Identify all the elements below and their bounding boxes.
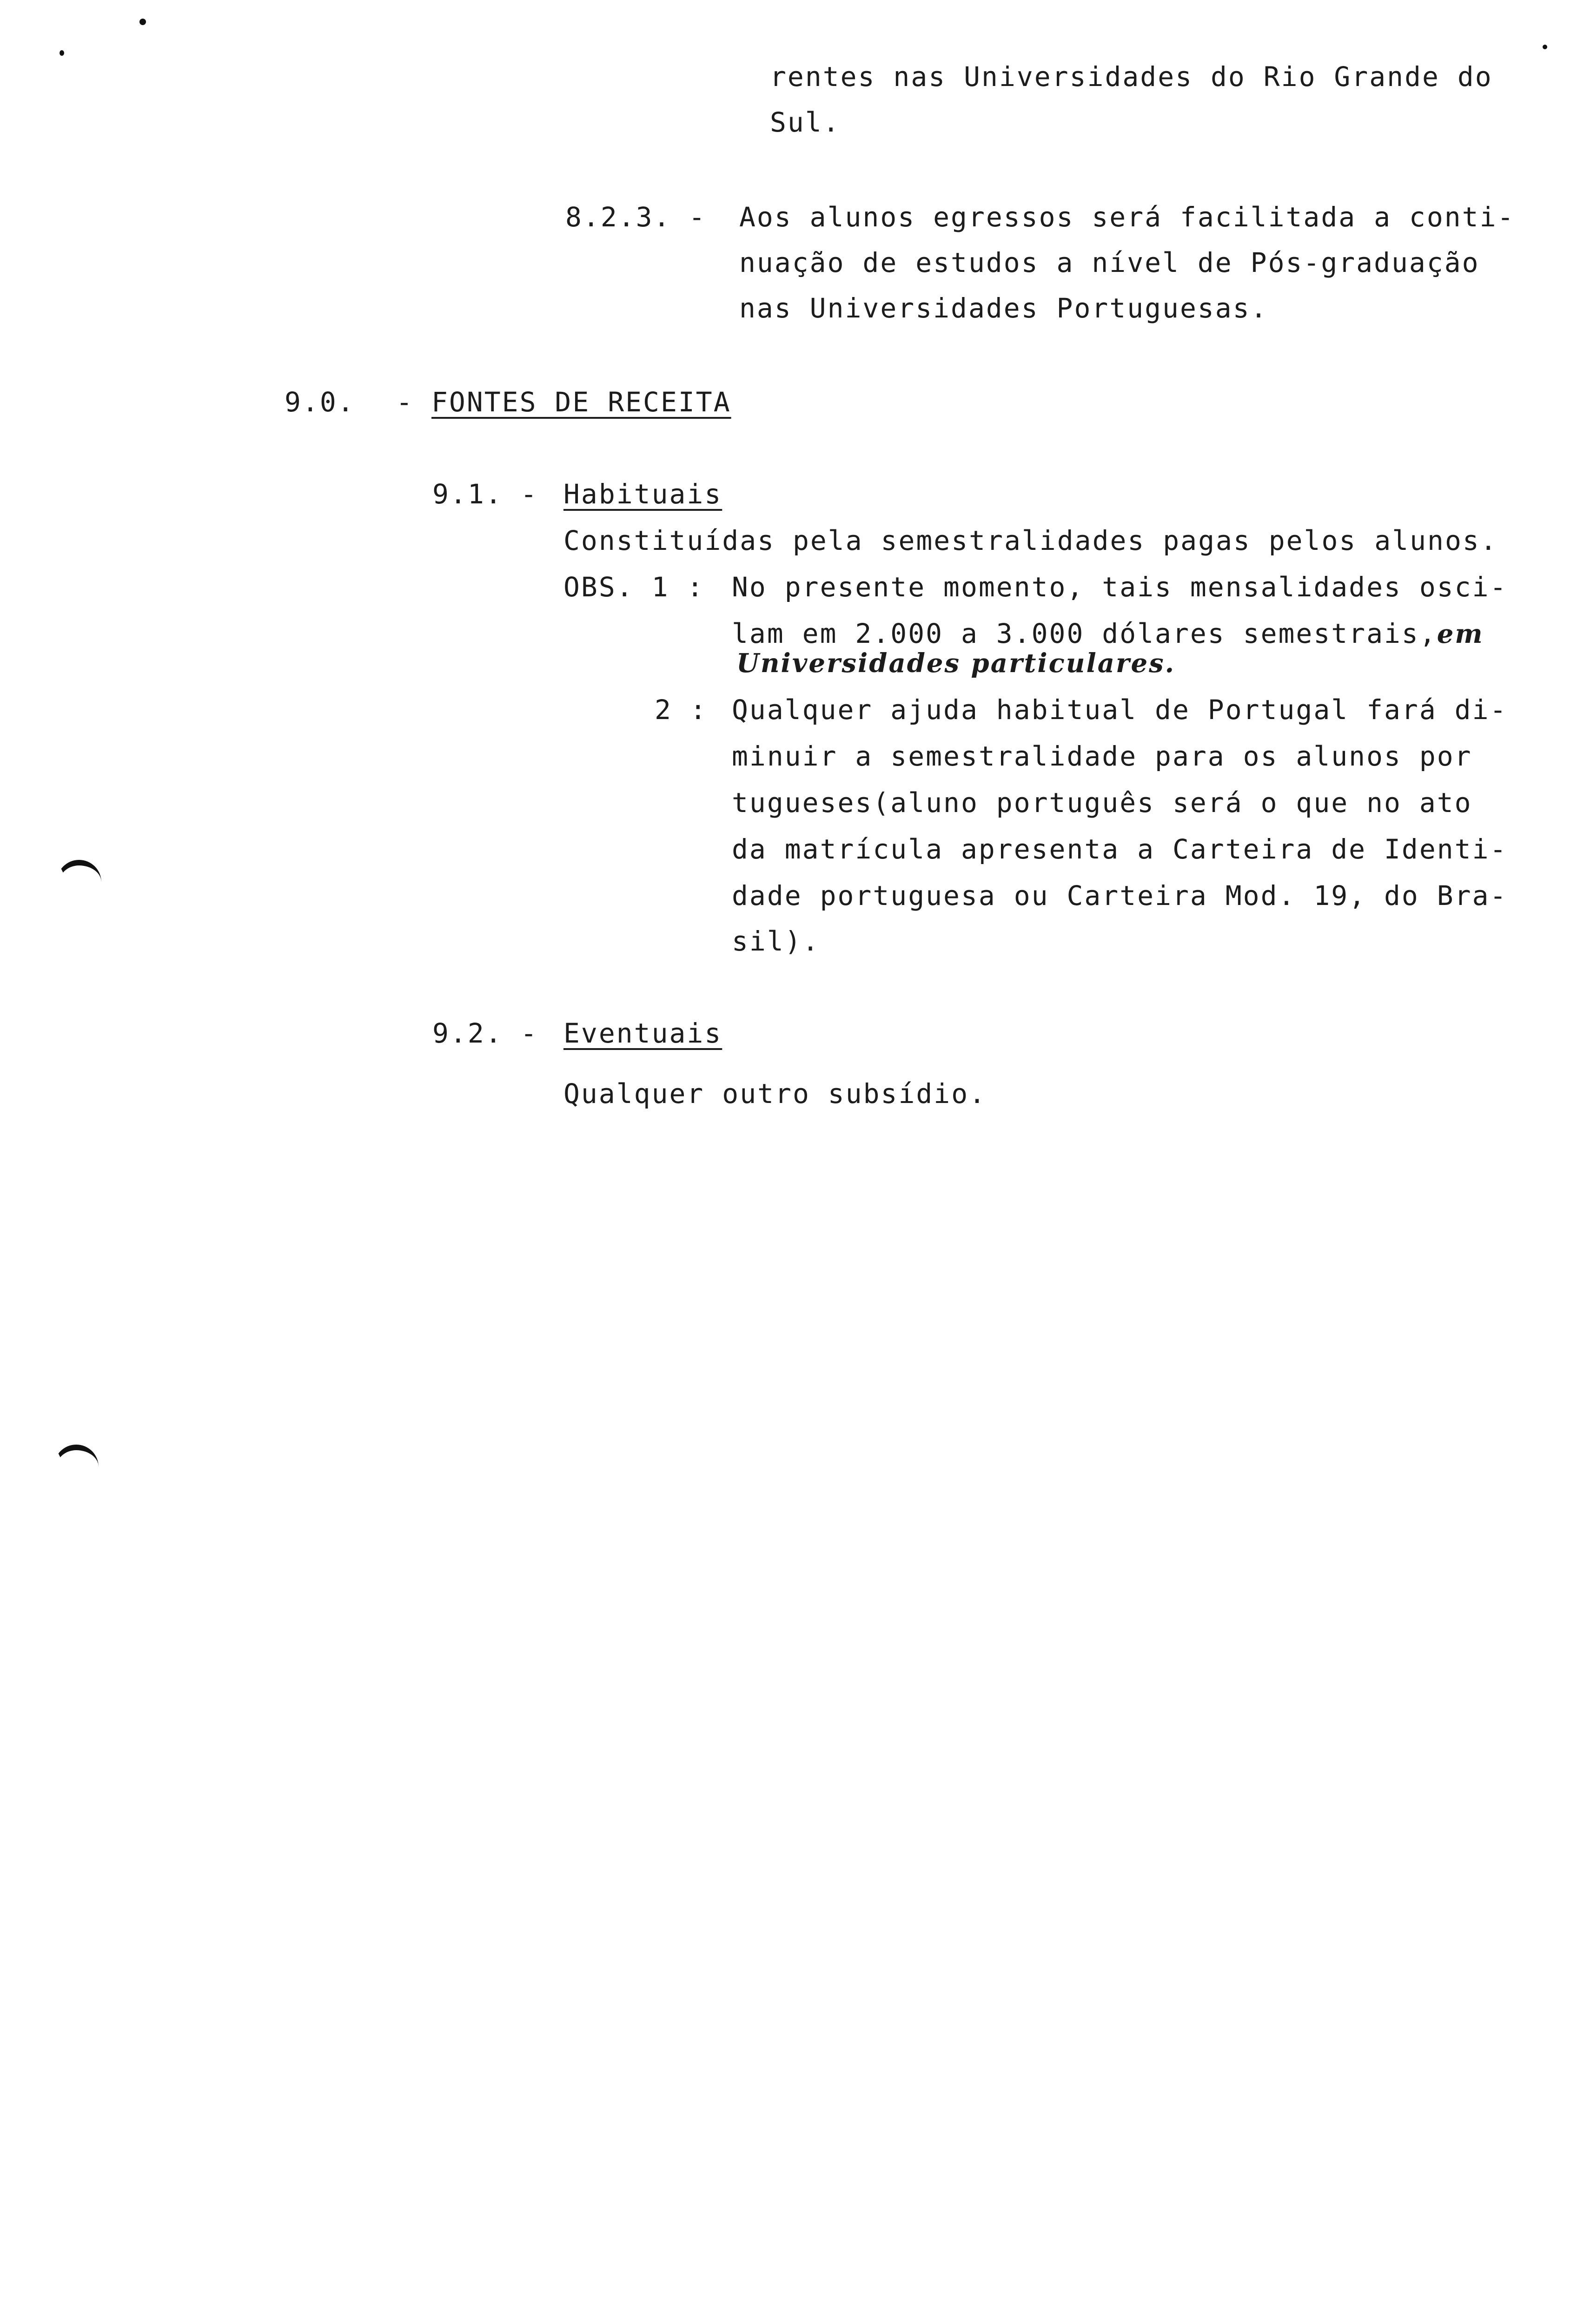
handwritten-line: Universidades particulares. xyxy=(736,648,1176,679)
paragraph-line: minuir a semestralidade para os alunos por xyxy=(732,740,1472,772)
paragraph-line: No presente momento, tais mensalidades osci- xyxy=(732,571,1508,603)
paragraph-line: rentes nas Universidades do Rio Grande do xyxy=(770,61,1493,92)
section-number: 9.0. xyxy=(285,386,355,418)
paragraph-line: Qualquer outro subsídio. xyxy=(563,1078,987,1109)
paragraph-line: nas Universidades Portuguesas. xyxy=(739,292,1268,324)
paragraph-line: nuação de estudos a nível de Pós-graduação xyxy=(739,247,1480,278)
punch-hole-mark xyxy=(54,1445,99,1472)
paragraph-line: Qualquer ajuda habitual de Portugal fará di- xyxy=(732,694,1508,726)
paragraph-line: Constituídas pela semestralidades pagas pelos alunos. xyxy=(563,525,1498,556)
paragraph-line: Aos alunos egressos será facilitada a conti- xyxy=(739,201,1515,233)
subsection-title: Eventuais xyxy=(563,1017,722,1049)
paragraph-line: da matrícula apresenta a Carteira de Identi- xyxy=(732,833,1508,865)
paragraph-line xyxy=(732,617,1484,650)
scan-speck xyxy=(139,19,146,25)
scan-speck xyxy=(1543,45,1547,49)
typed-text: lam em 2.000 a 3.000 dólares semestrais, xyxy=(732,618,1437,649)
subsection-title: Habituais xyxy=(563,478,722,510)
obs-label: 2 : xyxy=(655,694,708,726)
obs-label: OBS. 1 : xyxy=(563,571,705,603)
scan-speck xyxy=(60,50,64,56)
paragraph-line: Sul. xyxy=(770,106,841,138)
paragraph-line: sil). xyxy=(732,925,820,957)
section-title: FONTES DE RECEITA xyxy=(431,386,731,418)
punch-hole-mark xyxy=(57,860,101,887)
subsection-number: 9.1. - xyxy=(432,478,538,510)
section-dash: - xyxy=(396,386,414,418)
handwritten-text: em xyxy=(1437,619,1484,649)
paragraph-line: tugueses(aluno português será o que no ato xyxy=(732,787,1472,819)
paragraph-line: dade portuguesa ou Carteira Mod. 19, do Bra- xyxy=(732,880,1508,911)
subsection-number: 9.2. - xyxy=(432,1017,538,1049)
item-number: 8.2.3. - xyxy=(565,201,707,233)
